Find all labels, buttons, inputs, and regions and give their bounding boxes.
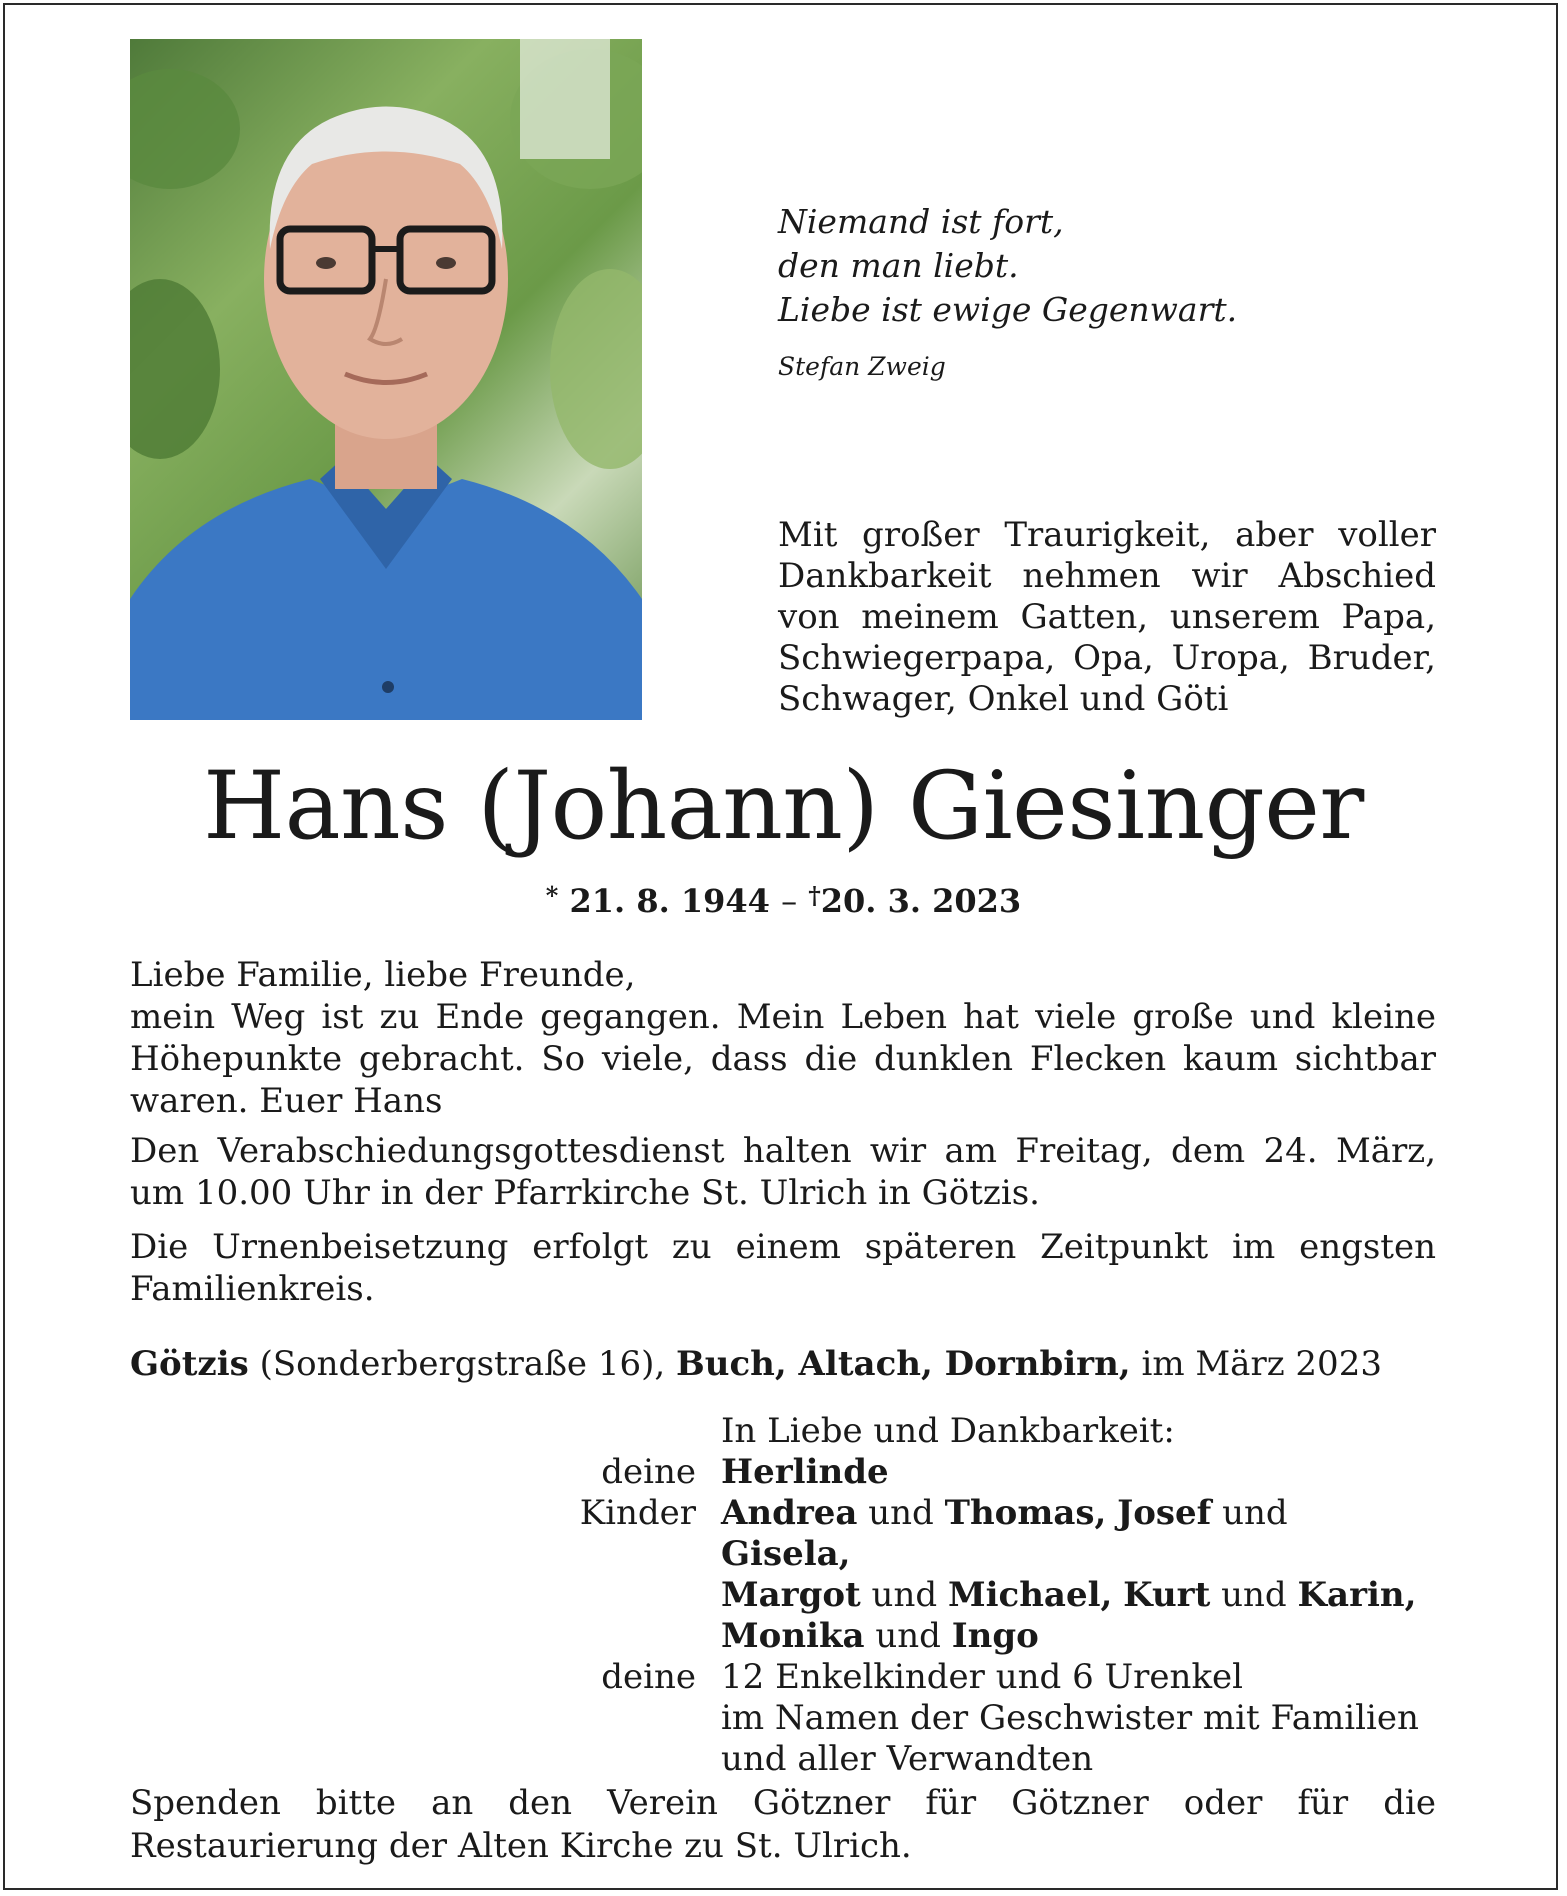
farewell-intro: Mit großer Traurigkeit, aber voller Dankbarkeit nehmen wir Abschied von meinem Gatten, unserem Papa, Schwiegerpapa, Opa, Uropa, Bruder, Schwager, Onkel und Göti bbox=[778, 515, 1436, 719]
children-line-1 bbox=[721, 1493, 1421, 1575]
survivors-heading: In Liebe und Dankbarkeit: bbox=[721, 1411, 1175, 1451]
quote-line: Niemand ist fort, bbox=[778, 202, 1064, 241]
child-name: Margot bbox=[721, 1575, 861, 1615]
portrait-photo bbox=[130, 39, 642, 720]
wife-label: deine bbox=[601, 1452, 696, 1492]
personal-message bbox=[130, 954, 1436, 1122]
birth-date: 21. 8. 1944 bbox=[569, 882, 770, 920]
date-separator: – bbox=[781, 882, 798, 920]
quote-author: Stefan Zweig bbox=[778, 352, 946, 381]
service-info: Den Verabschiedungsgottesdienst halten wir am Freitag, dem 24. März, um 10.00 Uhr in der Pfarrkirche St. Ulrich in Götzis. bbox=[130, 1131, 1436, 1213]
life-dates bbox=[0, 876, 1567, 921]
child-name: Ingo bbox=[951, 1616, 1039, 1656]
place-date: im März 2023 bbox=[1130, 1344, 1382, 1384]
portrait-illustration bbox=[130, 39, 642, 720]
donation-note: Spenden bitte an den Verein Götzner für Götzner oder für die Restaurierung der Alten Kirche zu St. Ulrich. bbox=[130, 1783, 1436, 1866]
survivors-list bbox=[560, 1411, 1421, 1780]
grandchildren: 12 Enkelkinder und 6 Urenkel bbox=[721, 1657, 1244, 1697]
children-line-3 bbox=[721, 1616, 1421, 1657]
and-word: und bbox=[860, 1575, 948, 1615]
message-greeting: Liebe Familie, liebe Freunde, bbox=[130, 955, 636, 995]
child-name: Karin, bbox=[1297, 1575, 1417, 1615]
quote-line: den man liebt. bbox=[778, 246, 1019, 285]
and-word: und bbox=[857, 1493, 945, 1533]
child-name: Kurt bbox=[1123, 1575, 1211, 1615]
place-address: (Sonderbergstraße 16), bbox=[248, 1344, 676, 1384]
and-word: und bbox=[1211, 1493, 1288, 1533]
siblings: im Namen der Geschwister mit Familien bbox=[721, 1698, 1419, 1738]
deceased-name: Hans (Johann) Giesinger bbox=[203, 752, 1364, 861]
places-line bbox=[130, 1343, 1440, 1385]
message-text: mein Weg ist zu Ende gegangen. Mein Leben hat viele große und kleine Höhepunkte gebracht. So viele, dass die dunklen Flecken kaum sichtbar waren. Euer Hans bbox=[130, 997, 1436, 1121]
death-date: 20. 3. 2023 bbox=[820, 882, 1022, 920]
child-name: Thomas, bbox=[944, 1493, 1107, 1533]
wife-name: Herlinde bbox=[721, 1452, 889, 1492]
quote-line: Liebe ist ewige Gegenwart. bbox=[778, 290, 1238, 329]
relatives: und aller Verwandten bbox=[721, 1739, 1094, 1779]
death-symbol: † bbox=[808, 881, 821, 910]
child-name: Monika bbox=[721, 1616, 865, 1656]
child-name: Michael, bbox=[947, 1575, 1113, 1615]
place-others: Buch, Altach, Dornbirn, bbox=[676, 1344, 1131, 1384]
child-name: Josef bbox=[1117, 1493, 1212, 1533]
and-word: und bbox=[1210, 1575, 1298, 1615]
birth-symbol: * bbox=[545, 881, 559, 910]
and-word: und bbox=[864, 1616, 952, 1656]
children-label: Kinder bbox=[579, 1493, 696, 1533]
memorial-quote bbox=[778, 200, 1478, 384]
child-name: Gisela, bbox=[721, 1534, 851, 1574]
place-town: Götzis bbox=[130, 1344, 249, 1384]
separator bbox=[1106, 1493, 1117, 1533]
burial-info: Die Urnenbeisetzung erfolgt zu einem späteren Zeitpunkt im engsten Familienkreis. bbox=[130, 1227, 1436, 1309]
children-line-2 bbox=[721, 1575, 1421, 1616]
grand-label: deine bbox=[601, 1657, 696, 1697]
child-name: Andrea bbox=[721, 1493, 858, 1533]
